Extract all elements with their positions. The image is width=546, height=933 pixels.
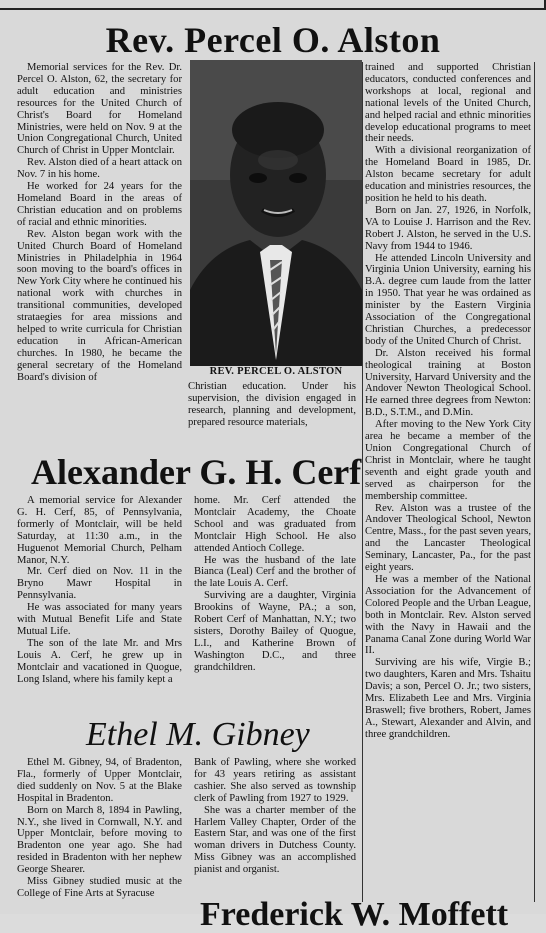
paragraph: Miss Gibney studied music at the College of Fine Arts at Syracuse: [17, 876, 182, 899]
gibney-column-1: [17, 757, 182, 900]
paragraph: Rev. Alston began work with the United Church Board of Homeland Ministries in Philadelphia in 1964 soon moving to the board's offices in New York City where he continued his national work with churches in transitional communities, developed strataegies for area missions and helped to write curricula for Christian education in African-American churches. In 1980, he became the general secretary of the Homeland Board's division of: [17, 228, 182, 383]
gibney-column-2: [194, 757, 356, 876]
paragraph: He was associated for many years with Mutual Benefit Life and State Mutual Life.: [17, 602, 182, 637]
paragraph: Surviving are his wife, Virgie B.; two daughters, Karen and Mrs. Tshaitu Davis; a son, Percel O. Jr.; two sisters, Mrs. Elizabeth Lee and Mrs. Virginia Braswell; five brothers, Robert, James A., Stewart, Alexander and Alvin, and three grandchildren.: [365, 657, 531, 740]
alston-column-3: [365, 62, 531, 741]
paragraph: Born on Jan. 27, 1926, in Norfolk, VA to Louise J. Harrison and the Rev. Robert J. Alston, he served in the U.S. Navy from 1944 to 1946.: [365, 204, 531, 252]
paragraph: The son of the late Mr. and Mrs Louis A. Cerf, he grew up in Montclair and vacationed in Quogue, Long Island, where his family kept a: [17, 637, 182, 685]
paragraph: Ethel M. Gibney, 94, of Bradenton, Fla., formerly of Upper Montclair, died suddenly on Nov. 5 at the Blake Hospital in Bradenton.: [17, 757, 182, 804]
paragraph: After moving to the New York City area he became a member of the Union Congregational Church of Christ in Montclair, where he taught seventh and eight grade youth and served as chairperson for the membership committee.: [365, 419, 531, 502]
paragraph: Mr. Cerf died on Nov. 11 in the Bryno Mawr Hospital in Pennsylvania.: [17, 566, 182, 602]
paragraph: Rev. Alston died of a heart attack on Nov. 7 in his home.: [17, 157, 182, 181]
paragraph: Rev. Alston was a trustee of the Andover Theological School, Newton Centre, Mass., for the past seven years, and the Lancaster Theological Seminary, Lancaster, Pa., for the past eight years.: [365, 502, 531, 574]
photo-caption: REV. PERCEL O. ALSTON: [209, 366, 343, 377]
portrait-photo: [190, 60, 362, 366]
paragraph: Christian education. Under his supervision, the division engaged in research, planning and development, prepared resource materials,: [188, 381, 356, 428]
alston-column-2: [188, 381, 356, 429]
paragraph: Dr. Alston received his formal theological training at Boston University, Harvard University and the Andover Newton Theological School. He earned three degrees from Newton: B.D., S.T.M., and D.Min.: [365, 347, 531, 419]
paragraph: He worked for 24 years for the Homeland Board in the areas of Christian education and on problems of racial and ethnic minorities.: [17, 181, 182, 228]
paragraph: Surviving are a daughter, Virginia Brookins of Wayne, PA.; a son, Robert Cerf of Manhattan, N.Y.; two sisters, Dorothy Bailey of Quogue, L.I., and Katherine Brown of Washington D.C., and three grandchildren.: [194, 590, 356, 673]
paragraph: He was the husband of the late Bianca (Leal) Cerf and the brother of the late Louis A. Cerf.: [194, 554, 356, 590]
top-border: [0, 0, 546, 10]
paragraph: She was a charter member of the Harlem Valley Chapter, Order of the Eastern Star, and was one of the first woman drivers in Dutchess County. Miss Gibney was an accomplished pianist and organist.: [194, 804, 356, 876]
next-headline: Frederick W. Moffett: [200, 896, 509, 933]
column-rule: [362, 62, 363, 902]
paragraph: With a divisional reorganization of the Homeland Board in 1985, Dr. Alston became secretary for adult education and ministries resources, the position he held to his death.: [365, 145, 531, 204]
column-rule-right: [534, 62, 535, 902]
paragraph: Memorial services for the Rev. Dr. Percel O. Alston, 62, the secretary for adult education and ministries resources for the United Church of Christ's Board for Homeland Ministries, were held on Nov. 9 at the Union Congregational Church, United Church of Christ in Upper Montclair.: [17, 62, 182, 157]
paragraph: Born on March 8, 1894 in Pawling, N.Y., she lived in Cornwall, N.Y. and Upper Montclair, before moving to Bradenton one year ago. She had resided in Bradenton with her nephew George Shearer.: [17, 804, 182, 876]
alston-column-1: [17, 62, 182, 383]
paragraph: A memorial service for Alexander G. H. Cerf, 85, of Pennsylvania, formerly of Montclair, will be held Saturday, at 11:30 a.m., in the Huguenot Memorial Church, Pelham Manor, N.Y.: [17, 495, 182, 566]
portrait-image: [190, 60, 362, 366]
paragraph: He was a member of the National Association for the Advancement of Colored People and the Urban League, both in Montclair. Rev. Alston served with the Navy in Hawaii and the Panama Canal Zone during World War II.: [365, 573, 531, 657]
headline-alston: Rev. Percel O. Alston: [105, 20, 441, 60]
paragraph: Bank of Pawling, where she worked for 43 years retiring as assistant cashier. She also served as township clerk of Pawling from 1927 to 1929.: [194, 757, 356, 804]
paragraph: He attended Lincoln University and Virginia Union University, earning his B.A. degree cum laude from the latter in 1950. That year he was ordained as minister by the Eastern Virginia Association of the Congregational Christian Churches, a predecessor body of the United Church of Christ.: [365, 252, 531, 347]
paragraph: home. Mr. Cerf attended the Montclair Academy, the Choate School and was graduated from Montclair High School. He also attended Antioch College.: [194, 495, 356, 554]
paragraph: trained and supported Christian educators, conducted conferences and workshops at local, regional and national levels of the United Church, and helped racial and ethnic minorities develop educational programs to meet their needs.: [365, 62, 531, 145]
headline-cerf: Alexander G. H. Cerf: [31, 452, 362, 492]
cerf-column-1: [17, 495, 182, 686]
headline-gibney: Ethel M. Gibney: [86, 716, 310, 753]
cerf-column-2: [194, 495, 356, 674]
